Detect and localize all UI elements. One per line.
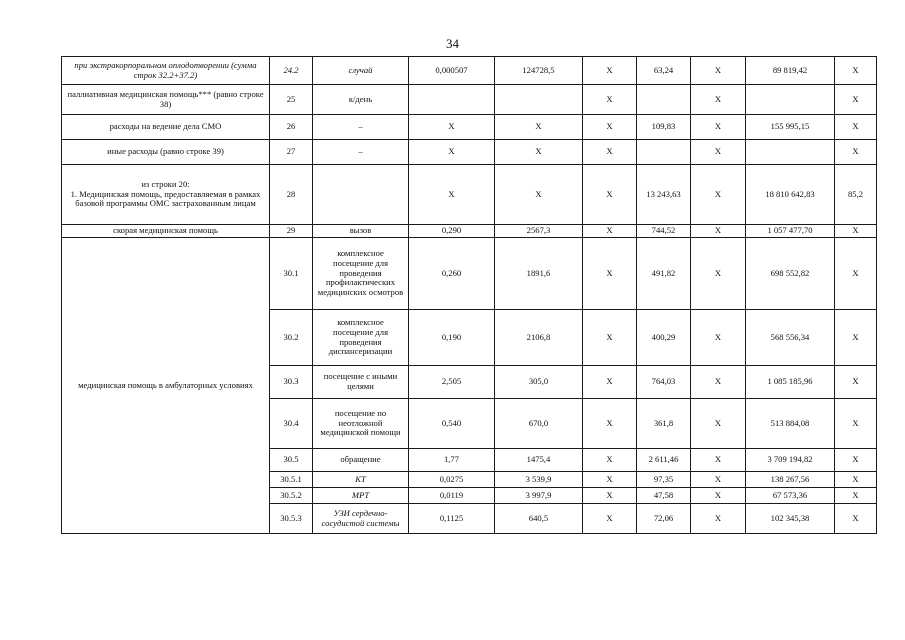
row-cell: Х	[583, 449, 637, 472]
row-cell: 72,06	[637, 504, 691, 534]
row-cell: Х	[583, 488, 637, 504]
row-number: 30.5.3	[270, 504, 313, 534]
row-unit: КТ	[313, 472, 409, 488]
row-cell	[409, 85, 495, 115]
row-number: 30.5.2	[270, 488, 313, 504]
row-number: 30.2	[270, 310, 313, 366]
row-unit: обращение	[313, 449, 409, 472]
row-cell: 361,8	[637, 399, 691, 449]
row-name: паллиативная медицинская помощь*** (равно строке 38)	[62, 85, 270, 115]
row-cell: Х	[835, 85, 877, 115]
row-cell: 3 997,9	[495, 488, 583, 504]
table-row	[62, 140, 877, 165]
row-cell: 0,0119	[409, 488, 495, 504]
row-cell: Х	[583, 504, 637, 534]
ambulatory-name: медицинская помощь в амбулаторных условиях	[62, 238, 270, 534]
row-cell: 102 345,38	[746, 504, 835, 534]
row-cell: Х	[691, 115, 746, 140]
row-unit: комплексное посещение для проведения профилактических медицинских осмотров	[313, 238, 409, 310]
data-table	[61, 56, 877, 534]
row-cell: Х	[583, 85, 637, 115]
row-unit: к/день	[313, 85, 409, 115]
row-number: 30.4	[270, 399, 313, 449]
row-cell: 568 556,34	[746, 310, 835, 366]
row-cell: 640,5	[495, 504, 583, 534]
row-cell: Х	[495, 115, 583, 140]
row-cell: Х	[835, 366, 877, 399]
table-row	[62, 225, 877, 238]
row-unit	[313, 165, 409, 225]
row-cell: 0,190	[409, 310, 495, 366]
row-cell: Х	[691, 504, 746, 534]
row-cell: 400,29	[637, 310, 691, 366]
row-name: скорая медицинская помощь	[62, 225, 270, 238]
row-name: иные расходы (равно строке 39)	[62, 140, 270, 165]
row-cell: 1 057 477,70	[746, 225, 835, 238]
row-cell: 764,03	[637, 366, 691, 399]
row-cell: Х	[409, 140, 495, 165]
row-cell: 1891,6	[495, 238, 583, 310]
row-cell: Х	[691, 140, 746, 165]
row-cell: Х	[691, 85, 746, 115]
row-cell: 0,290	[409, 225, 495, 238]
row-name: расходы на ведение дела СМО	[62, 115, 270, 140]
row-cell: 698 552,82	[746, 238, 835, 310]
row-cell: 155 995,15	[746, 115, 835, 140]
row-cell: 97,35	[637, 472, 691, 488]
row-unit: –	[313, 115, 409, 140]
row-cell: 305,0	[495, 366, 583, 399]
row-cell: 491,82	[637, 238, 691, 310]
row-number: 30.5	[270, 449, 313, 472]
row-cell: 85,2	[835, 165, 877, 225]
row-number: 24.2	[270, 57, 313, 85]
row-cell: Х	[835, 115, 877, 140]
row-number: 27	[270, 140, 313, 165]
row-unit: посещение с иными целями	[313, 366, 409, 399]
row-cell: 1 085 185,96	[746, 366, 835, 399]
table-row	[62, 85, 877, 115]
row-cell: Х	[583, 115, 637, 140]
row-unit: случай	[313, 57, 409, 85]
row-cell: 3 709 194,82	[746, 449, 835, 472]
row-number: 26	[270, 115, 313, 140]
row-cell: Х	[835, 238, 877, 310]
row-cell: Х	[835, 140, 877, 165]
row-number: 28	[270, 165, 313, 225]
row-name: из строки 20: 1. Медицинская помощь, предоставляемая в рамках базовой программы ОМС застрахованным лицам	[62, 165, 270, 225]
row-cell: 670,0	[495, 399, 583, 449]
row-cell: Х	[409, 115, 495, 140]
row-cell	[637, 140, 691, 165]
row-unit: вызов	[313, 225, 409, 238]
row-cell: 2567,3	[495, 225, 583, 238]
row-cell: Х	[691, 310, 746, 366]
row-cell: Х	[835, 488, 877, 504]
row-cell: Х	[495, 140, 583, 165]
row-cell: 138 267,56	[746, 472, 835, 488]
row-cell: 0,1125	[409, 504, 495, 534]
row-cell: 0,540	[409, 399, 495, 449]
row-cell: 109,83	[637, 115, 691, 140]
row-unit: –	[313, 140, 409, 165]
row-cell: Х	[495, 165, 583, 225]
row-cell: Х	[583, 399, 637, 449]
row-cell: Х	[691, 399, 746, 449]
row-cell: Х	[691, 366, 746, 399]
row-cell: 0,0275	[409, 472, 495, 488]
table-row	[62, 57, 877, 85]
row-cell: Х	[691, 57, 746, 85]
row-cell: 18 810 642,83	[746, 165, 835, 225]
row-cell	[746, 140, 835, 165]
row-cell: 0,000507	[409, 57, 495, 85]
row-cell: Х	[583, 57, 637, 85]
row-number: 29	[270, 225, 313, 238]
page-number: 34	[446, 36, 459, 51]
row-unit: комплексное посещение для проведения диспансеризации	[313, 310, 409, 366]
row-name: при экстракорпоральном оплодотворении (сумма строк 32.2+37.2)	[62, 57, 270, 85]
row-unit: посещение по неотложной медицинской помощи	[313, 399, 409, 449]
row-cell	[495, 85, 583, 115]
row-number: 30.3	[270, 366, 313, 399]
row-unit: УЗИ сердечно-сосудистой системы	[313, 504, 409, 534]
row-cell: Х	[583, 165, 637, 225]
row-cell: Х	[409, 165, 495, 225]
row-cell: 513 884,08	[746, 399, 835, 449]
row-cell: Х	[691, 225, 746, 238]
row-cell: Х	[583, 472, 637, 488]
row-cell: 67 573,36	[746, 488, 835, 504]
row-cell: 1,77	[409, 449, 495, 472]
row-cell: 13 243,63	[637, 165, 691, 225]
row-cell	[637, 85, 691, 115]
row-cell: Х	[691, 488, 746, 504]
row-cell: 0,260	[409, 238, 495, 310]
row-cell: 2,505	[409, 366, 495, 399]
row-cell: Х	[835, 57, 877, 85]
row-number: 25	[270, 85, 313, 115]
row-number: 30.5.1	[270, 472, 313, 488]
row-number: 30.1	[270, 238, 313, 310]
row-cell: Х	[583, 225, 637, 238]
row-cell	[746, 85, 835, 115]
row-cell: 1475,4	[495, 449, 583, 472]
row-cell: Х	[583, 238, 637, 310]
row-cell: Х	[835, 310, 877, 366]
row-cell: Х	[691, 472, 746, 488]
row-cell: Х	[835, 225, 877, 238]
table-row	[62, 165, 877, 225]
row-cell: 124728,5	[495, 57, 583, 85]
row-cell: 2 611,46	[637, 449, 691, 472]
row-cell: Х	[835, 504, 877, 534]
row-unit: МРТ	[313, 488, 409, 504]
row-cell: 2106,8	[495, 310, 583, 366]
row-cell: Х	[835, 449, 877, 472]
row-cell: Х	[691, 165, 746, 225]
row-cell: 3 539,9	[495, 472, 583, 488]
row-cell: Х	[835, 399, 877, 449]
row-cell: Х	[691, 238, 746, 310]
row-cell: 47,58	[637, 488, 691, 504]
table-row	[62, 238, 877, 310]
table-row	[62, 115, 877, 140]
row-cell: 744,52	[637, 225, 691, 238]
row-cell: Х	[583, 140, 637, 165]
row-cell: Х	[691, 449, 746, 472]
row-cell: Х	[583, 310, 637, 366]
row-cell: Х	[835, 472, 877, 488]
row-cell: 89 819,42	[746, 57, 835, 85]
row-cell: 63,24	[637, 57, 691, 85]
row-cell: Х	[583, 366, 637, 399]
